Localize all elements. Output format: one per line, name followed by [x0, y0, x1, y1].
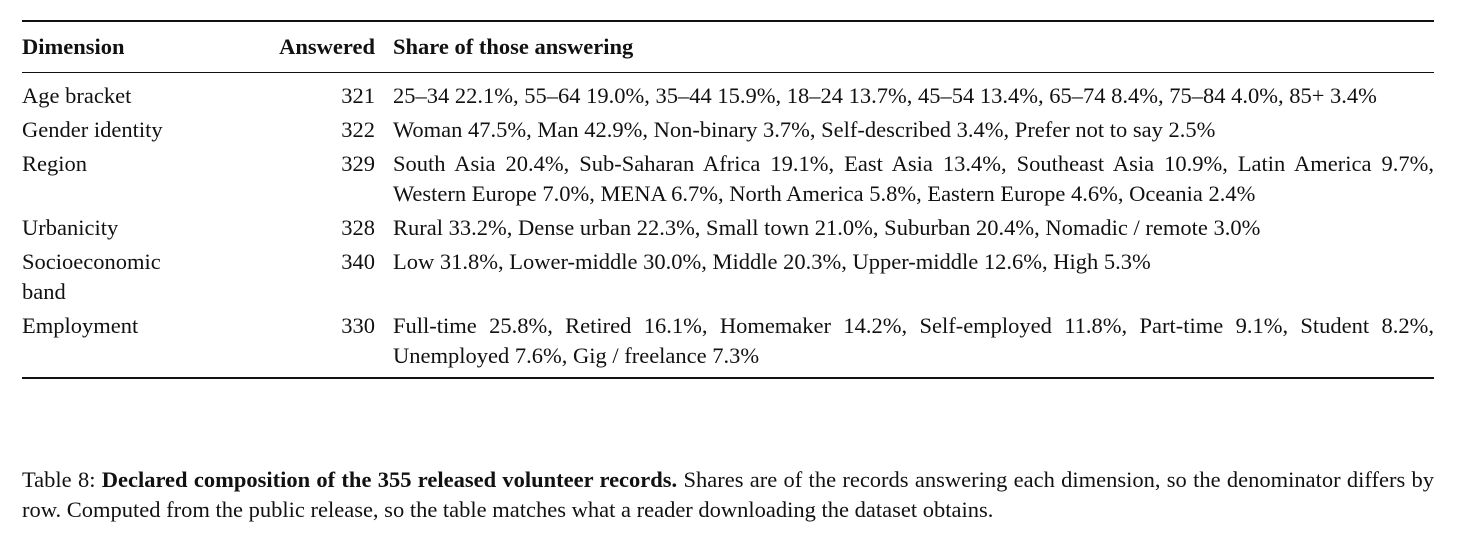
composition-table: [22, 20, 1434, 379]
table-row: [22, 73, 1434, 115]
table-caption: [22, 465, 1434, 525]
caption-bold-title: Declared composition of the 355 released volunteer records.: [101, 467, 678, 492]
table-body: [22, 73, 1434, 377]
row-dimension: Employment: [22, 313, 139, 338]
row-dimension: Gender identity: [22, 117, 163, 142]
row-dimension: Socioeconomic band: [22, 249, 161, 304]
row-share: Full-time 25.8%, Retired 16.1%, Homemaker 14.2%, Self-employed 11.8%, Part-time 9.1%, Student 8.2%, Unemployed 7.6%, Gig / freelance 7.3%: [393, 313, 1434, 368]
row-dimension: Region: [22, 151, 87, 176]
caption-text: Shares are of the records answering each dimension, so the denominator differs by row. Computed from the public release, so the table matches what a reader downloading the dataset obtains.: [22, 467, 1434, 522]
caption-label: Table 8:: [22, 467, 96, 492]
row-share: Woman 47.5%, Man 42.9%, Non-binary 3.7%, Self-described 3.4%, Prefer not to say 2.5%: [393, 117, 1216, 142]
header-answered: Answered: [279, 34, 375, 59]
row-answered: 329: [341, 151, 375, 176]
table-bottom-rule: [22, 377, 1434, 379]
row-share: 25–34 22.1%, 55–64 19.0%, 35–44 15.9%, 18–24 13.7%, 45–54 13.4%, 65–74 8.4%, 75–84 4.0%, 85+ 3.4%: [393, 83, 1377, 108]
header-dimension: Dimension: [22, 34, 125, 59]
table-row: [22, 311, 1434, 377]
table-row: [22, 247, 1434, 311]
row-share: Low 31.8%, Lower-middle 30.0%, Middle 20.3%, Upper-middle 12.6%, High 5.3%: [393, 249, 1151, 274]
row-answered: 322: [341, 117, 375, 142]
row-dimension: Age bracket: [22, 83, 132, 108]
row-answered: 340: [341, 249, 375, 274]
row-dimension: Urbanicity: [22, 215, 119, 240]
header-share: Share of those answering: [393, 34, 634, 59]
row-answered: 330: [341, 313, 375, 338]
table-row: [22, 115, 1434, 149]
row-answered: 328: [341, 215, 375, 240]
row-share: Rural 33.2%, Dense urban 22.3%, Small town 21.0%, Suburban 20.4%, Nomadic / remote 3.0%: [393, 215, 1261, 240]
table-header-row: [22, 22, 1434, 72]
row-share: South Asia 20.4%, Sub-Saharan Africa 19.1%, East Asia 13.4%, Southeast Asia 10.9%, Latin America 9.7%, Western Europe 7.0%, MENA 6.7%, North America 5.8%, Eastern Europe 4.6%, Oceania 2.4%: [393, 151, 1434, 206]
table-row: [22, 149, 1434, 213]
table: [22, 22, 1434, 72]
table-row: [22, 213, 1434, 247]
row-answered: 321: [341, 83, 375, 108]
